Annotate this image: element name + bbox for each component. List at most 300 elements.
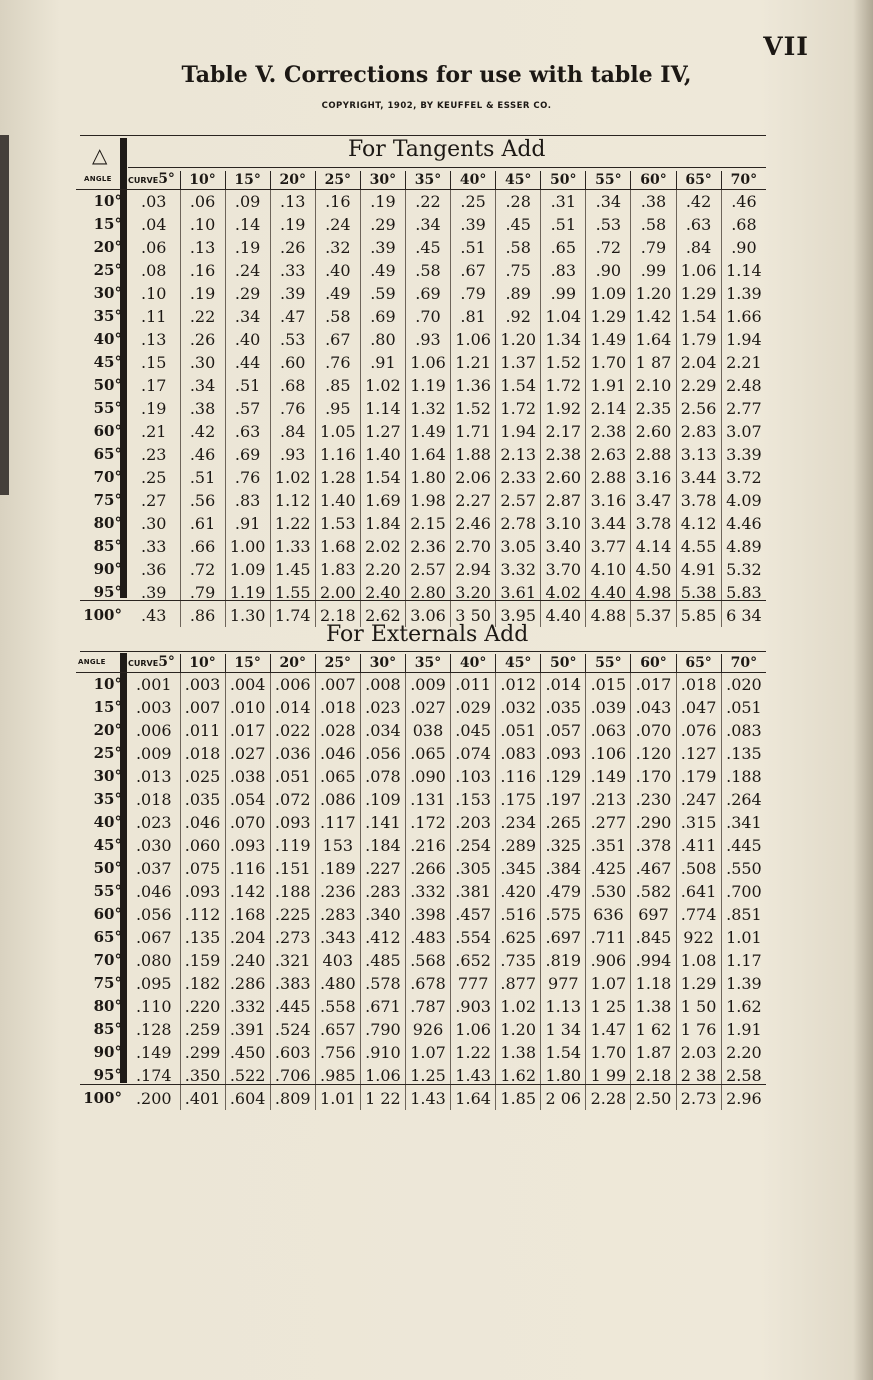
tan-value-cell: 2.20	[360, 558, 405, 581]
tangents-heading-rule	[128, 167, 766, 168]
ext-value-cell: 2.58	[721, 1064, 766, 1087]
ext-value-cell: 038	[405, 719, 450, 742]
tan-value-cell: .84	[676, 236, 721, 259]
tan-value-cell: 1.14	[721, 259, 766, 282]
tan-col-header: 40°	[451, 171, 496, 190]
ext-value-cell: 636	[586, 903, 631, 926]
ext-value-cell: .011	[180, 719, 225, 742]
tan-value-cell: 1.49	[405, 420, 450, 443]
ext-value-cell: .283	[360, 880, 405, 903]
tan-value-cell: 3.20	[451, 581, 496, 604]
tan-value-cell: .11	[141, 307, 167, 326]
tan-value-cell: 2.18	[315, 604, 360, 627]
tan-col-header: 65°	[676, 171, 721, 190]
tan-value-cell: .81	[451, 305, 496, 328]
ext-row-angle: 10°	[93, 675, 122, 693]
ext-value-cell: 1.54	[541, 1041, 586, 1064]
ext-row	[76, 1087, 766, 1110]
ext-value-cell: 1.13	[541, 995, 586, 1018]
tan-value-cell: 2.04	[676, 351, 721, 374]
ext-col-header: 35°	[405, 654, 450, 673]
externals-top-rule	[80, 651, 766, 652]
ext-value-cell: .457	[451, 903, 496, 926]
ext-value-cell: 1 62	[631, 1018, 676, 1041]
tan-value-cell: .03	[141, 192, 167, 211]
tan-value-cell: 1.06	[405, 351, 450, 374]
tan-value-cell: .86	[180, 604, 225, 627]
ext-value-cell: .420	[496, 880, 541, 903]
tan-value-cell: 1.00	[225, 535, 270, 558]
ext-corner-cell	[76, 654, 128, 673]
ext-value-cell: .034	[360, 719, 405, 742]
ext-value-cell: 777	[451, 972, 496, 995]
ext-value-cell: .054	[225, 788, 270, 811]
ext-value-cell: 1.06	[360, 1064, 405, 1087]
tan-value-cell: 1.40	[360, 443, 405, 466]
tan-value-cell: 1.20	[631, 282, 676, 305]
tan-value-cell: .33	[270, 259, 315, 282]
ext-value-cell: .582	[631, 880, 676, 903]
ext-value-cell: .321	[270, 949, 315, 972]
tan-col-header: 70°	[721, 171, 766, 190]
tan-value-cell: .76	[315, 351, 360, 374]
ext-row-angle: 100°	[83, 1089, 122, 1107]
tan-value-cell: 1.52	[451, 397, 496, 420]
ext-value-cell: .004	[225, 673, 270, 697]
tan-row-angle: 40°	[93, 330, 122, 348]
tan-value-cell: .99	[541, 282, 586, 305]
tan-value-cell: .61	[180, 512, 225, 535]
ext-value-cell: 1.43	[405, 1087, 450, 1110]
tan-value-cell: 1.71	[451, 420, 496, 443]
ext-value-cell: .700	[721, 880, 766, 903]
ext-value-cell: 1 76	[676, 1018, 721, 1041]
ext-value-cell: .845	[631, 926, 676, 949]
ext-value-cell: .735	[496, 949, 541, 972]
ext-value-cell: 1.18	[631, 972, 676, 995]
ext-value-cell: 2.18	[631, 1064, 676, 1087]
tan-value-cell: .08	[141, 261, 167, 280]
ext-value-cell: .906	[586, 949, 631, 972]
tan-value-cell: 1.20	[496, 328, 541, 351]
tan-value-cell: .13	[141, 330, 167, 349]
tan-row-angle: 65°	[93, 445, 122, 463]
tan-value-cell: 1.12	[270, 489, 315, 512]
ext-value-cell: 2.73	[676, 1087, 721, 1110]
tan-value-cell: 1.74	[270, 604, 315, 627]
ext-value-cell: .106	[586, 742, 631, 765]
tan-value-cell: 4.14	[631, 535, 676, 558]
tan-value-cell: 1.16	[315, 443, 360, 466]
ext-row-angle: 60°	[93, 905, 122, 923]
tan-value-cell: 2.60	[541, 466, 586, 489]
tan-value-cell: .34	[180, 374, 225, 397]
tan-value-cell: .79	[180, 581, 225, 604]
tan-value-cell: .46	[180, 443, 225, 466]
tan-value-cell: .04	[141, 215, 167, 234]
ext-value-cell: .028	[315, 719, 360, 742]
tan-value-cell: 1.34	[541, 328, 586, 351]
tan-value-cell: .38	[180, 397, 225, 420]
ext-value-cell: .774	[676, 903, 721, 926]
tan-value-cell: .19	[180, 282, 225, 305]
ext-value-cell: 1.29	[676, 972, 721, 995]
tan-value-cell: 1.53	[315, 512, 360, 535]
tan-col-header: 15°	[225, 171, 270, 190]
tan-col-header: 30°	[360, 171, 405, 190]
ext-col-header	[128, 654, 180, 673]
tan-value-cell: .90	[721, 236, 766, 259]
tan-value-cell: 2.57	[496, 489, 541, 512]
ext-value-cell: .182	[180, 972, 225, 995]
ext-value-cell: 2.96	[721, 1087, 766, 1110]
tan-value-cell: 2.02	[360, 535, 405, 558]
tan-value-cell: 1.39	[721, 282, 766, 305]
ext-value-cell: 1.01	[721, 926, 766, 949]
tan-value-cell: .69	[225, 443, 270, 466]
ext-value-cell: .070	[225, 811, 270, 834]
tan-value-cell: .63	[225, 420, 270, 443]
tan-row-angle: 55°	[93, 399, 122, 417]
tan-value-cell: 1.09	[586, 282, 631, 305]
tan-value-cell: 3.47	[631, 489, 676, 512]
ext-value-cell: 1.07	[586, 972, 631, 995]
tan-value-cell: .46	[721, 190, 766, 214]
ext-value-cell: 1 25	[586, 995, 631, 1018]
tan-value-cell: 2.88	[586, 466, 631, 489]
tan-value-cell: 3.61	[496, 581, 541, 604]
ext-value-cell: .351	[586, 834, 631, 857]
ext-value-cell: .035	[541, 696, 586, 719]
tangents-angle-label: ANGLE	[84, 175, 112, 183]
tan-value-cell: .67	[451, 259, 496, 282]
ext-value-cell: .625	[496, 926, 541, 949]
ext-value-cell: .657	[315, 1018, 360, 1041]
tan-value-cell: 1.80	[405, 466, 450, 489]
tan-value-cell: .14	[225, 213, 270, 236]
tan-value-cell: .76	[225, 466, 270, 489]
tan-value-cell: 3.06	[405, 604, 450, 627]
tan-value-cell: .45	[496, 213, 541, 236]
tan-value-cell: .51	[451, 236, 496, 259]
ext-value-cell: .003	[180, 673, 225, 697]
ext-value-cell: .075	[180, 857, 225, 880]
ext-value-cell: .151	[270, 857, 315, 880]
tan-value-cell: 2.87	[541, 489, 586, 512]
ext-value-cell: 1.91	[721, 1018, 766, 1041]
tan-value-cell: 2.88	[631, 443, 676, 466]
ext-row-angle: 35°	[93, 790, 122, 808]
tan-value-cell: 5.37	[631, 604, 676, 627]
tan-value-cell: .24	[315, 213, 360, 236]
ext-row	[76, 719, 766, 742]
tan-value-cell: 1.32	[405, 397, 450, 420]
tan-value-cell: 1.84	[360, 512, 405, 535]
ext-row	[76, 673, 766, 697]
tan-value-cell: 2.46	[451, 512, 496, 535]
tan-value-cell: 3.72	[721, 466, 766, 489]
table-title: Table V. Corrections for use with table IV,	[181, 62, 692, 88]
tan-value-cell: 1.33	[270, 535, 315, 558]
ext-value-cell: .051	[721, 696, 766, 719]
ext-value-cell: .671	[360, 995, 405, 1018]
ext-value-cell: .277	[586, 811, 631, 834]
ext-value-cell: 1.20	[496, 1018, 541, 1041]
ext-value-cell: .006	[270, 673, 315, 697]
ext-value-cell: .128	[135, 1020, 172, 1039]
ext-value-cell: 1 22	[360, 1087, 405, 1110]
tan-value-cell: 1.69	[360, 489, 405, 512]
tan-value-cell: .34	[225, 305, 270, 328]
tan-value-cell: 3.10	[541, 512, 586, 535]
ext-value-cell: .046	[135, 882, 172, 901]
ext-value-cell: .516	[496, 903, 541, 926]
tan-value-cell: .95	[315, 397, 360, 420]
tan-value-cell: 2.00	[315, 581, 360, 604]
tan-value-cell: .36	[141, 560, 167, 579]
tan-value-cell: 4.98	[631, 581, 676, 604]
ext-value-cell: 403	[315, 949, 360, 972]
tan-value-cell: .45	[405, 236, 450, 259]
externals-table	[76, 654, 766, 1110]
ext-value-cell: .027	[225, 742, 270, 765]
tan-value-cell: 2.21	[721, 351, 766, 374]
tan-value-cell: .15	[141, 353, 167, 372]
tan-value-cell: 2.15	[405, 512, 450, 535]
tan-value-cell: .51	[180, 466, 225, 489]
ext-value-cell: .230	[631, 788, 676, 811]
tan-value-cell: 3.95	[496, 604, 541, 627]
ext-value-cell: 1.80	[541, 1064, 586, 1087]
tan-value-cell: 1.40	[315, 489, 360, 512]
ext-value-cell: .037	[135, 859, 172, 878]
ext-value-cell: .018	[315, 696, 360, 719]
ext-value-cell: .790	[360, 1018, 405, 1041]
ext-value-cell: .142	[225, 880, 270, 903]
ext-value-cell: .234	[496, 811, 541, 834]
ext-value-cell: .204	[225, 926, 270, 949]
tan-row	[76, 351, 766, 374]
ext-value-cell: .877	[496, 972, 541, 995]
ext-value-cell: 153	[315, 834, 360, 857]
tan-value-cell: 2.77	[721, 397, 766, 420]
ext-value-cell: 1.08	[676, 949, 721, 972]
tan-value-cell: 2.35	[631, 397, 676, 420]
ext-value-cell: .046	[180, 811, 225, 834]
tan-value-cell: .58	[405, 259, 450, 282]
ext-value-cell: 1.62	[721, 995, 766, 1018]
tan-row	[76, 305, 766, 328]
ext-value-cell: .787	[405, 995, 450, 1018]
ext-value-cell: .149	[135, 1043, 172, 1062]
tan-value-cell: 4.40	[541, 604, 586, 627]
ext-value-cell: .093	[270, 811, 315, 834]
ext-value-cell: .012	[496, 673, 541, 697]
ext-value-cell: 926	[405, 1018, 450, 1041]
ext-value-cell: .411	[676, 834, 721, 857]
copyright-notice: COPYRIGHT, 1902, BY KEUFFEL & ESSER CO.	[321, 101, 552, 111]
tan-value-cell: 1.94	[496, 420, 541, 443]
ext-value-cell: .290	[631, 811, 676, 834]
tan-value-cell: 3.40	[541, 535, 586, 558]
tan-value-cell: 1.09	[225, 558, 270, 581]
tan-row-angle: 90°	[93, 560, 122, 578]
ext-value-cell: .343	[315, 926, 360, 949]
tan-col-header: 20°	[270, 171, 315, 190]
tan-value-cell: .09	[225, 190, 270, 214]
ext-value-cell: .236	[315, 880, 360, 903]
ext-value-cell: .009	[135, 744, 172, 763]
tan-value-cell: 1.28	[315, 466, 360, 489]
tan-value-cell: .80	[360, 328, 405, 351]
tan-value-cell: 2.62	[360, 604, 405, 627]
ext-value-cell: .045	[451, 719, 496, 742]
tan-row	[76, 328, 766, 351]
ext-value-cell: .170	[631, 765, 676, 788]
tan-value-cell: .10	[180, 213, 225, 236]
tan-value-cell: 4.12	[676, 512, 721, 535]
tan-value-cell: .84	[270, 420, 315, 443]
ext-col-header-label: 5°	[158, 654, 175, 670]
ext-value-cell: 1 34	[541, 1018, 586, 1041]
ext-value-cell: .120	[631, 742, 676, 765]
ext-value-cell: 922	[676, 926, 721, 949]
tan-value-cell: 1.27	[360, 420, 405, 443]
tan-value-cell: 4.02	[541, 581, 586, 604]
ext-row-angle: 30°	[93, 767, 122, 785]
ext-value-cell: .093	[180, 880, 225, 903]
ext-value-cell: .056	[135, 905, 172, 924]
tan-value-cell: 4.50	[631, 558, 676, 581]
tan-col-header: 35°	[405, 171, 450, 190]
ext-row	[76, 880, 766, 903]
ext-value-cell: .095	[135, 974, 172, 993]
tan-value-cell: 6 34	[721, 604, 766, 627]
ext-value-cell: .083	[721, 719, 766, 742]
tan-value-cell: .22	[180, 305, 225, 328]
ext-value-cell: 2.03	[676, 1041, 721, 1064]
ext-col-header: 40°	[451, 654, 496, 673]
tan-value-cell: .91	[360, 351, 405, 374]
ext-value-cell: 1.70	[586, 1041, 631, 1064]
ext-value-cell: .216	[405, 834, 450, 857]
ext-value-cell: 1.85	[496, 1087, 541, 1110]
ext-value-cell: .994	[631, 949, 676, 972]
tan-row-angle: 25°	[93, 261, 122, 279]
tan-value-cell: 1.29	[586, 305, 631, 328]
tan-value-cell: .30	[180, 351, 225, 374]
ext-value-cell: .141	[360, 811, 405, 834]
tan-value-cell: .83	[541, 259, 586, 282]
ext-value-cell: .046	[315, 742, 360, 765]
ext-value-cell: .445	[721, 834, 766, 857]
tan-value-cell: 1.88	[451, 443, 496, 466]
ext-value-cell: .568	[405, 949, 450, 972]
tan-value-cell: 2.33	[496, 466, 541, 489]
ext-value-cell: .530	[586, 880, 631, 903]
ext-value-cell: .014	[270, 696, 315, 719]
ext-col-header: 10°	[180, 654, 225, 673]
ext-value-cell: .011	[451, 673, 496, 697]
tan-value-cell: .42	[676, 190, 721, 214]
tan-value-cell: .58	[496, 236, 541, 259]
tan-value-cell: .13	[270, 190, 315, 214]
tan-row-angle: 15°	[93, 215, 122, 233]
ext-value-cell: .184	[360, 834, 405, 857]
binding-shadow	[0, 135, 9, 495]
ext-value-cell: .254	[451, 834, 496, 857]
ext-value-cell: .080	[135, 951, 172, 970]
tan-value-cell: 1.06	[676, 259, 721, 282]
tan-value-cell: .75	[496, 259, 541, 282]
ext-value-cell: .575	[541, 903, 586, 926]
tan-value-cell: 1.72	[496, 397, 541, 420]
tangents-table	[76, 171, 766, 627]
tan-value-cell: 2.17	[541, 420, 586, 443]
ext-value-cell: .508	[676, 857, 721, 880]
ext-value-cell: .013	[135, 767, 172, 786]
ext-value-cell: .383	[270, 972, 315, 995]
tan-value-cell: 1.66	[721, 305, 766, 328]
ext-value-cell: .289	[496, 834, 541, 857]
tan-value-cell: .16	[180, 259, 225, 282]
ext-value-cell: .851	[721, 903, 766, 926]
ext-value-cell: .135	[180, 926, 225, 949]
tangents-bottom-rule	[80, 600, 766, 601]
tan-value-cell: .34	[405, 213, 450, 236]
ext-value-cell: .603	[270, 1041, 315, 1064]
tan-value-cell: .69	[405, 282, 450, 305]
ext-value-cell: .203	[451, 811, 496, 834]
tan-value-cell: .40	[315, 259, 360, 282]
ext-row	[76, 788, 766, 811]
ext-value-cell: .604	[225, 1087, 270, 1110]
ext-value-cell: .240	[225, 949, 270, 972]
ext-value-cell: .008	[360, 673, 405, 697]
ext-value-cell: .086	[315, 788, 360, 811]
ext-value-cell: .554	[451, 926, 496, 949]
ext-value-cell: .117	[315, 811, 360, 834]
tan-value-cell: .19	[141, 399, 167, 418]
tan-value-cell: .70	[405, 305, 450, 328]
ext-value-cell: .286	[225, 972, 270, 995]
ext-value-cell: .381	[451, 880, 496, 903]
ext-value-cell: .910	[360, 1041, 405, 1064]
ext-value-cell: .985	[315, 1064, 360, 1087]
ext-value-cell: .711	[586, 926, 631, 949]
ext-value-cell: .023	[135, 813, 172, 832]
ext-value-cell: .332	[225, 995, 270, 1018]
tan-value-cell: .23	[141, 445, 167, 464]
ext-value-cell: .090	[405, 765, 450, 788]
tan-value-cell: .72	[180, 558, 225, 581]
tan-value-cell: 2.94	[451, 558, 496, 581]
ext-value-cell: 1.22	[451, 1041, 496, 1064]
ext-row-angle: 75°	[93, 974, 122, 992]
tan-col-header: 50°	[541, 171, 586, 190]
ext-value-cell: .060	[180, 834, 225, 857]
ext-row-angle: 45°	[93, 836, 122, 854]
ext-value-cell: .001	[135, 675, 172, 694]
ext-value-cell: 2 06	[541, 1087, 586, 1110]
ext-row	[76, 972, 766, 995]
ext-value-cell: .479	[541, 880, 586, 903]
ext-value-cell: .093	[541, 742, 586, 765]
tan-value-cell: 1.49	[586, 328, 631, 351]
tan-value-cell: 1.64	[631, 328, 676, 351]
ext-value-cell: 1.38	[631, 995, 676, 1018]
ext-value-cell: .378	[631, 834, 676, 857]
